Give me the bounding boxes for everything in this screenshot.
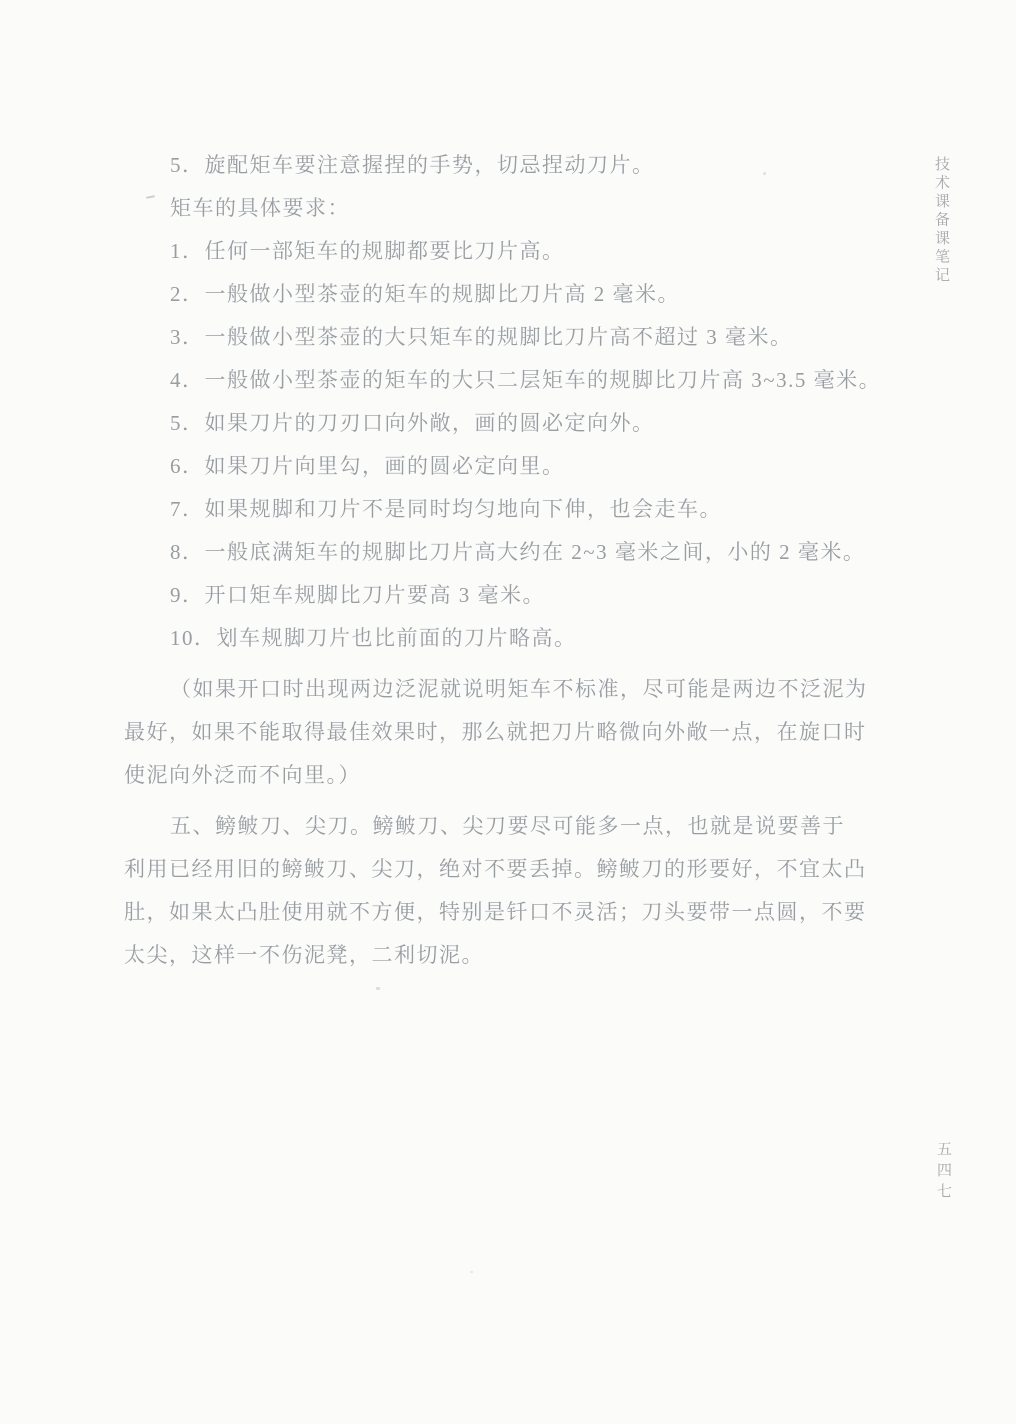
text-line: 5．如果刀片的刀刃口向外敞，画的圆必定向外。 (170, 411, 655, 435)
text-line: 五、鳑鲏刀、尖刀。鳑鲏刀、尖刀要尽可能多一点，也就是说要善于 (170, 814, 845, 838)
text-line: 1．任何一部矩车的规脚都要比刀片高。 (170, 239, 565, 263)
text-line: （如果开口时出现两边泛泥就说明矩车不标准，尽可能是两边不泛泥为 (170, 677, 868, 701)
text-line: 3．一般做小型茶壶的大只矩车的规脚比刀片高不超过 3 毫米。 (170, 325, 793, 349)
scan-artifact (470, 1271, 473, 1273)
margin-caption: 技术课备课笔记 (933, 156, 949, 286)
text-line: 9．开口矩车规脚比刀片要高 3 毫米。 (170, 583, 545, 607)
text-line: 2．一般做小型茶壶的矩车的规脚比刀片高 2 毫米。 (170, 282, 680, 306)
text-line: 6．如果刀片向里勾，画的圆必定向里。 (170, 454, 565, 478)
text-line: 4．一般做小型茶壶的矩车的大只二层矩车的规脚比刀片高 3~3.5 毫米。 (170, 368, 882, 392)
body-text (124, 144, 894, 977)
text-line: 利用已经用旧的鳑鲏刀、尖刀，绝对不要丢掉。鳑鲏刀的形要好，不宜太凸 (124, 857, 867, 881)
text-line: 5．旋配矩车要注意握捏的手势，切忌捏动刀片。 (170, 153, 655, 177)
text-line: 最好，如果不能取得最佳效果时，那么就把刀片略微向外敞一点，在旋口时 (124, 720, 867, 744)
text-line: 7．如果规脚和刀片不是同时均匀地向下伸，也会走车。 (170, 497, 722, 521)
text-line: 太尖，这样一不伤泥凳，二利切泥。 (124, 943, 484, 967)
scan-artifact (376, 987, 380, 990)
page-number: 五四七 (935, 1141, 951, 1204)
text-line: 10．划车规脚刀片也比前面的刀片略高。 (170, 626, 577, 650)
scan-artifact (763, 172, 766, 175)
text-line: 肚，如果太凸肚使用就不方便，特别是钎口不灵活；刀头要带一点圆，不要 (124, 900, 867, 924)
text-line: 矩车的具体要求： (170, 196, 350, 220)
text-line: 使泥向外泛而不向里。） (124, 763, 361, 787)
text-line: 8．一般底满矩车的规脚比刀片高大约在 2~3 毫米之间，小的 2 毫米。 (170, 540, 866, 564)
